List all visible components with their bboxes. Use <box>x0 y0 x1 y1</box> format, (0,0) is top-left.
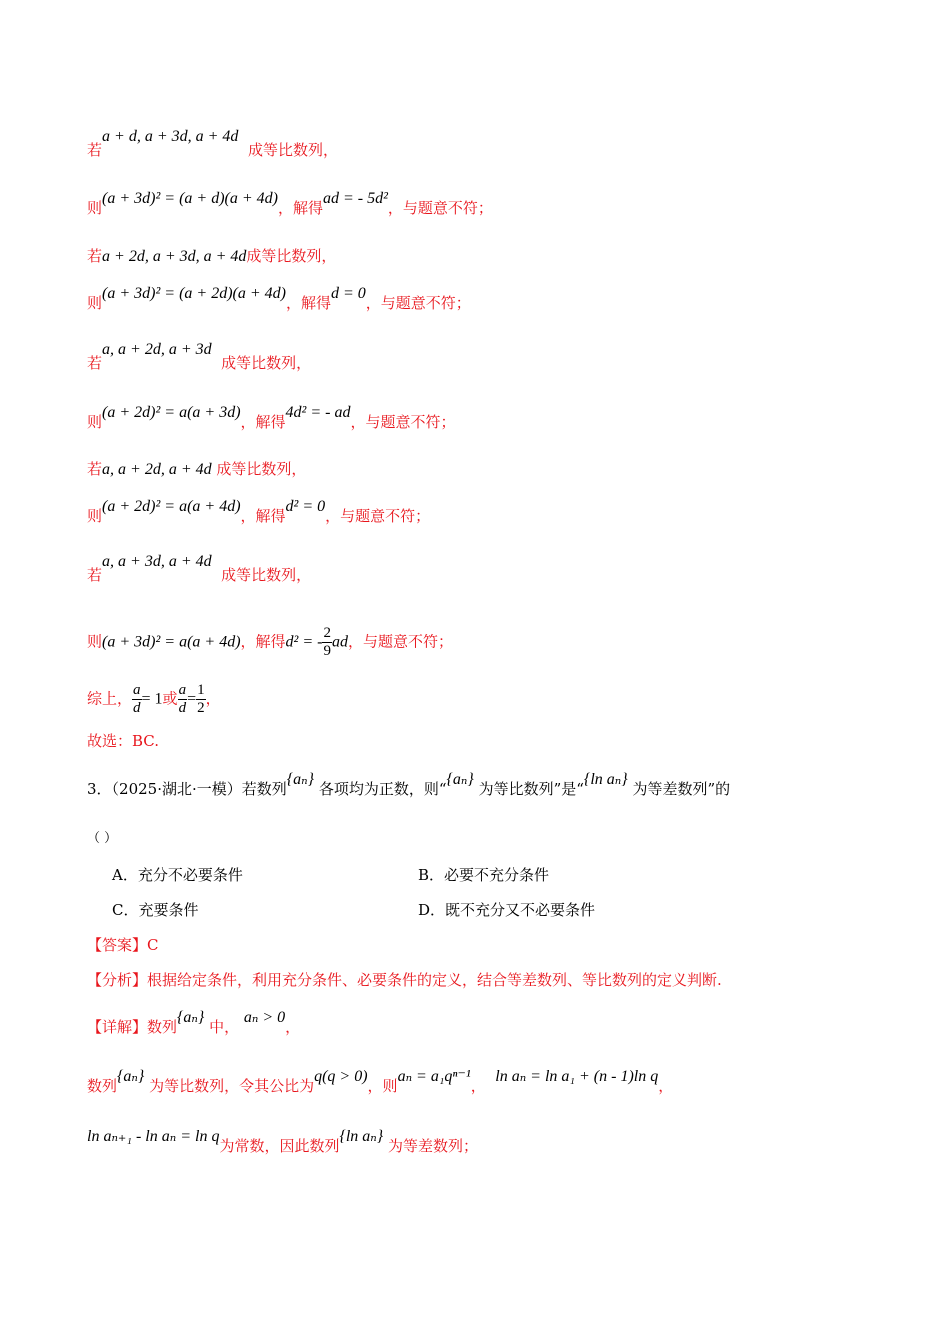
math-equation: (a + 3d)² = a(a + 4d) <box>102 633 241 651</box>
math-result: d = 0 <box>330 285 366 302</box>
mid: ，解得 <box>277 199 323 217</box>
frac-den: d <box>133 700 141 716</box>
math-result: ad = - 5d² <box>322 190 388 207</box>
detail-tag: 【详解】 <box>87 1018 148 1036</box>
prefix: 则 <box>87 294 103 312</box>
case-line-10 <box>87 625 453 660</box>
prefix: 若 <box>87 141 103 159</box>
option-c: C．充要条件 <box>112 901 199 919</box>
math-result: 4d² = - ad <box>285 404 351 421</box>
answer-line <box>87 935 159 955</box>
prefix: 若 <box>87 460 103 478</box>
suffix: 成等比数列， <box>246 247 337 265</box>
case-line-6 <box>87 404 456 433</box>
math-ln-an: {ln aₙ} <box>339 1128 384 1145</box>
frac-num: 2 <box>323 625 331 641</box>
frac-num: a <box>178 682 187 698</box>
mid: ，解得 <box>240 632 286 651</box>
math-result-a: d² = - <box>285 633 323 651</box>
detail-text: ，则 <box>367 1077 398 1095</box>
question-number: 3． <box>87 780 112 798</box>
suffix: 成等比数列， <box>216 460 307 478</box>
detail-text-2: 中， <box>209 1018 240 1036</box>
prefix: 若 <box>87 566 103 584</box>
question-source: （2025·湖北·一模） <box>111 780 242 798</box>
fraction-a-d-1 <box>132 682 142 717</box>
answer-tag: 【答案】 <box>87 936 148 954</box>
math-equation: (a + 2d)² = a(a + 3d) <box>102 404 241 421</box>
option-d: D．既不充分又不必要条件 <box>418 901 596 919</box>
detail-text: ， <box>658 1077 674 1095</box>
frac-num: 1 <box>197 682 205 698</box>
answer-blank: （ ） <box>87 831 118 846</box>
detail-text: ， <box>470 1077 486 1095</box>
math-sequence: a + 2d, a + 3d, a + 4d <box>102 248 247 265</box>
math-equation: (a + 3d)² = (a + d)(a + 4d) <box>102 190 278 207</box>
analysis-text: 根据给定条件，利用充分条件、必要条件的定义，结合等差数列、等比数列的定义判断. <box>147 971 722 989</box>
frac-den: 9 <box>323 643 331 659</box>
prefix: 则 <box>87 507 103 525</box>
stem-text-1: 若数列 <box>241 780 287 798</box>
math-an: {aₙ} <box>177 1009 205 1026</box>
math-result-b: ad <box>331 633 348 651</box>
eq2: = <box>187 690 197 708</box>
math-ln-an: {ln aₙ} <box>583 771 628 788</box>
prefix: 则 <box>87 199 103 217</box>
suffix: 成等比数列， <box>247 141 338 159</box>
math-ratio: q(q > 0) <box>314 1068 368 1085</box>
math-an: {aₙ} <box>446 771 474 788</box>
math-equation: (a + 3d)² = (a + 2d)(a + 4d) <box>102 285 286 302</box>
question-stem <box>87 771 731 800</box>
answer-value: C <box>147 936 159 954</box>
prefix: 若 <box>87 247 103 265</box>
suffix: ， <box>205 689 221 708</box>
case-line-9 <box>87 553 312 586</box>
mid: ，解得 <box>240 507 286 525</box>
stem-text-3: 为等比数列”是“ <box>478 780 584 798</box>
math-result: d² = 0 <box>285 498 326 515</box>
math-equation: (a + 2d)² = a(a + 4d) <box>102 498 241 515</box>
case-line-2 <box>87 190 493 219</box>
prefix: 则 <box>87 413 103 431</box>
or-word: 或 <box>162 689 178 708</box>
option-b: B．必要不充分条件 <box>418 866 550 884</box>
case-line-1 <box>87 128 338 161</box>
detail-text: 为等差数列； <box>387 1137 478 1155</box>
stem-text-2: 各项均为正数，则“ <box>318 780 447 798</box>
detail-text: 数列 <box>87 1077 118 1095</box>
math-an: {aₙ} <box>117 1068 145 1085</box>
analysis-line <box>87 970 722 990</box>
math-ln-term: ln aₙ = ln a₁ + (n - 1)ln q <box>495 1068 659 1085</box>
suffix: 成等比数列， <box>221 354 312 372</box>
suffix: ，与题意不符； <box>350 413 456 431</box>
detail-text-1: 数列 <box>147 1018 178 1036</box>
prefix: 综上， <box>87 689 133 708</box>
fraction-1-2 <box>196 682 206 717</box>
frac-num: a <box>133 682 141 698</box>
math-sequence: a, a + 3d, a + 4d <box>102 553 212 570</box>
math-an-positive: aₙ > 0 <box>243 1009 286 1026</box>
detail-line-3 <box>87 1128 478 1157</box>
fraction-2-9 <box>322 625 332 660</box>
fraction-a-d-2 <box>178 682 188 717</box>
case-line-5 <box>87 341 312 374</box>
math-difference: ln aₙ₊₁ - ln aₙ = ln q <box>87 1128 220 1145</box>
detail-text: 为等比数列，令其公比为 <box>149 1077 315 1095</box>
stem-text-4: 为等差数列”的 <box>632 780 731 798</box>
prefix: 则 <box>87 632 103 651</box>
detail-line-2 <box>87 1068 674 1097</box>
suffix: ，与题意不符； <box>365 294 471 312</box>
suffix: ，与题意不符； <box>347 632 453 651</box>
choice-line: 故选：BC. <box>87 732 160 750</box>
mid: ，解得 <box>240 413 286 431</box>
detail-text-3: ， <box>285 1018 301 1036</box>
analysis-tag: 【分析】 <box>87 971 148 989</box>
option-a: A．充分不必要条件 <box>112 866 243 884</box>
math-general-term: aₙ = a₁qⁿ⁻¹ <box>397 1068 471 1085</box>
math-an: {aₙ} <box>286 771 315 788</box>
frac-den: d <box>178 700 187 716</box>
suffix: ，与题意不符； <box>387 199 493 217</box>
detail-text: 为常数，因此数列 <box>219 1137 340 1155</box>
summary-line <box>87 682 221 717</box>
case-line-4 <box>87 285 471 314</box>
eq1: = 1 <box>141 690 163 708</box>
math-sequence: a, a + 2d, a + 4d <box>102 461 212 478</box>
math-sequence: a, a + 2d, a + 3d <box>102 341 212 358</box>
case-line-8 <box>87 498 431 527</box>
mid: ，解得 <box>285 294 331 312</box>
case-line-7 <box>87 459 306 480</box>
detail-line-1 <box>87 1009 301 1038</box>
frac-den: 2 <box>197 700 205 716</box>
math-sequence: a + d, a + 3d, a + 4d <box>102 128 239 145</box>
suffix: ，与题意不符； <box>325 507 431 525</box>
prefix: 若 <box>87 354 103 372</box>
case-line-3 <box>87 246 336 267</box>
suffix: 成等比数列， <box>221 566 312 584</box>
